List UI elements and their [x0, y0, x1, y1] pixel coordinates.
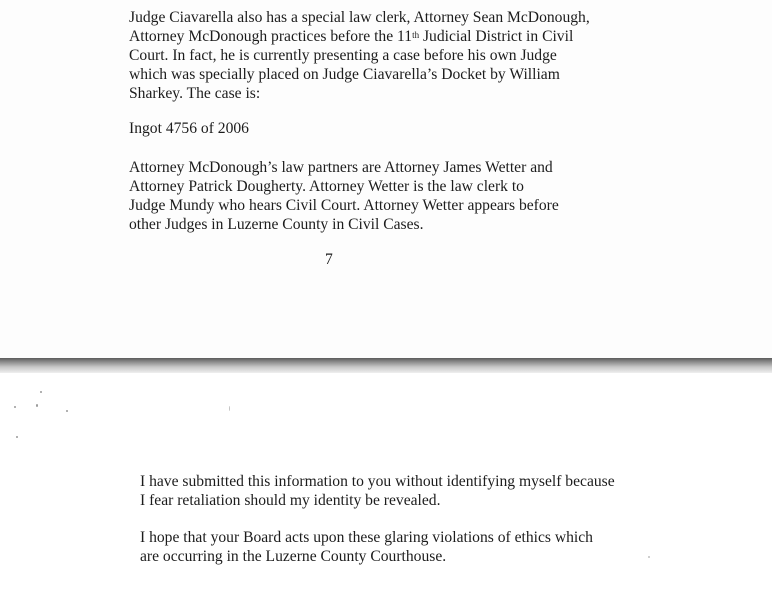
scan-speck — [229, 406, 230, 411]
document-page-bottom — [0, 373, 772, 599]
text-line: which was specially placed on Judge Ciavarella’s Docket by William — [129, 66, 560, 83]
scan-speck — [16, 436, 18, 438]
text-line: Attorney McDonough’s law partners are Attorney James Wetter and — [129, 159, 553, 176]
scan-speck — [66, 410, 68, 412]
text-fragment: Attorney McDonough practices before the 11 — [129, 28, 413, 45]
law-partners-paragraph — [129, 158, 559, 234]
text-line: Court. In fact, he is currently presenting a case before his own Judge — [129, 47, 557, 64]
scan-speck — [36, 404, 38, 407]
text-line: Sharkey. The case is: — [129, 85, 261, 102]
text-line: other Judges in Luzerne County in Civil Cases. — [129, 216, 424, 233]
text-fragment: Judicial District in Civil — [419, 28, 574, 45]
scan-speck — [14, 406, 16, 408]
text-line: I have submitted this information to you without identifying myself because — [140, 473, 615, 490]
scan-speck — [40, 391, 42, 393]
anonymity-paragraph — [140, 472, 615, 510]
text-line: I hope that your Board acts upon these glaring violations of ethics which — [140, 529, 593, 546]
text-line: Attorney Patrick Dougherty. Attorney Wetter is the law clerk to — [129, 178, 524, 195]
closing-paragraph — [140, 528, 593, 566]
text-line: I fear retaliation should my identity be revealed. — [140, 492, 441, 509]
text-line: Judge Ciavarella also has a special law clerk, Attorney Sean McDonough, — [129, 9, 590, 26]
text-line: Judge Mundy who hears Civil Court. Attorney Wetter appears before — [129, 197, 559, 214]
text-line: are occurring in the Luzerne County Courthouse. — [140, 548, 447, 565]
text-line — [129, 27, 590, 46]
page-number: 7 — [325, 251, 333, 268]
ordinal-superscript: th — [412, 30, 420, 40]
page-separator — [0, 358, 772, 373]
case-reference: Ingot 4756 of 2006 — [129, 120, 249, 137]
law-clerk-paragraph — [129, 8, 590, 103]
scan-speck — [648, 556, 650, 558]
